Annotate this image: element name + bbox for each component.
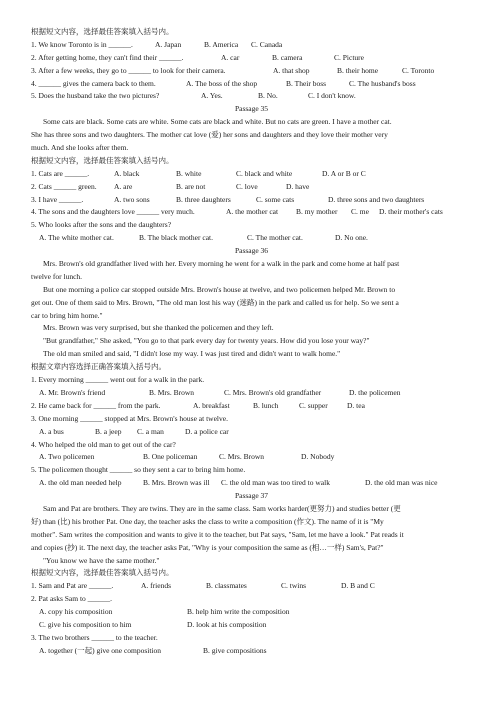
option-a: A. Two policemen <box>39 452 95 462</box>
question-options <box>31 619 472 632</box>
option-b: B. Mrs. Brown was ill <box>143 478 210 488</box>
instruction: 根据短文内容，选择最佳答案填入括号内。 <box>31 155 174 165</box>
option-b: B. are not <box>176 181 206 191</box>
question-options <box>31 387 472 400</box>
option-c: C. Mrs. Brown <box>219 452 265 462</box>
option-c: C. Picture <box>334 52 364 62</box>
option-c: C. the old man was too tired to walk <box>221 478 330 488</box>
option-d: D. A or B or C <box>322 168 366 178</box>
question-stem: 4. Who helped the old man to get out of the car? <box>31 439 176 449</box>
option-b: B. help him write the composition <box>187 607 290 617</box>
option-a: A. Mr. Brown's friend <box>39 387 106 397</box>
passage-text: She has three sons and two daughters. The mother cat love (爱) her sons and daughters and they love their mother very <box>31 130 388 140</box>
passage-text: The old man smiled and said, "I didn't lose my way. I was just tired and didn't want to walk home." <box>43 349 341 359</box>
question-row <box>31 65 472 78</box>
option-c: C. The husband's boss <box>349 78 416 88</box>
question-row <box>31 168 472 181</box>
option-d: D. Nobody <box>301 452 335 462</box>
instruction: 根据文章内容选择正确答案填入括号内。 <box>31 362 166 372</box>
question-stem: 2. After getting home, they can't find their ______. <box>31 52 184 62</box>
option-d: D. a police car <box>185 426 229 436</box>
question-stem: 5. The policemen thought ______ so they sent a car to bring him home. <box>31 465 246 475</box>
passage-text: get out. One of them said to Mrs. Brown, "The old man lost his way (迷路) in the park and called us for help. So we sent a <box>31 297 399 307</box>
question-options <box>31 477 472 490</box>
passage-text: "You know we have the same mother." <box>43 555 160 565</box>
passage-text: car to bring him home." <box>31 310 103 320</box>
option-b: B. three daughters <box>176 194 231 204</box>
question-row <box>31 580 472 593</box>
passage-text: But one morning a police car stopped outside Mrs. Brown's house at twelve, and two policemen helped Mr. Brown to <box>43 284 396 294</box>
option-c: C. love <box>236 181 258 191</box>
option-a: A. The white mother cat. <box>39 233 114 243</box>
question-row <box>31 206 472 219</box>
question-row <box>31 194 472 207</box>
passage-text: much. And she looks after them. <box>31 143 129 153</box>
option-c: C. twins <box>281 581 307 591</box>
question-options <box>31 606 472 619</box>
option-d: D. their mother's cats <box>379 207 443 217</box>
option-b: B. lunch <box>253 400 279 410</box>
passage-text: Sam and Pat are brothers. They are twins. They are in the same class. Sam works harder(更努力) and studies better (更 <box>43 503 401 513</box>
question-stem: 3. One morning ______ stopped at Mrs. Brown's house at twelve. <box>31 413 228 423</box>
option-c: C. me <box>351 207 369 217</box>
option-b: B. Mrs. Brown <box>149 387 195 397</box>
question-row <box>31 52 472 65</box>
question-stem: 2. He came back for ______ from the park. <box>31 400 161 410</box>
passage-text: twelve for lunch. <box>31 271 83 281</box>
option-b: B. my mother <box>296 207 338 217</box>
option-c: C. give his composition to him <box>39 619 132 629</box>
question-stem: 2. Cats ______ green. <box>31 181 97 191</box>
passage-text: Mrs. Brown's old grandfather lived with her. Every morning he went for a walk in the park and come home at half past <box>43 259 400 269</box>
option-b: B. camera <box>272 52 303 62</box>
question-row <box>31 90 472 103</box>
option-c: C. I don't know. <box>308 91 356 101</box>
question-stem: 4. ______ gives the camera back to them. <box>31 78 156 88</box>
option-b: B. One policeman <box>143 452 198 462</box>
passage-text: mother". Sam writes the composition and wants to give it to the teacher, but Pat says, "Sam, let me have a look." Pat reads it <box>31 529 404 539</box>
option-a: A. together (一起) give one composition <box>39 645 162 655</box>
option-d: D. tea <box>347 400 365 410</box>
option-d: D. the old man was nice <box>365 478 438 488</box>
option-a: A. a bus <box>39 426 64 436</box>
question-options <box>31 451 472 464</box>
question-stem: 3. After a few weeks, they go to ______ to look for their camera. <box>31 65 226 75</box>
question-stem: 1. Cats are ______. <box>31 168 90 178</box>
passage-text: "But grandfather," She asked, "You go to that park every day for twenty years. How did you lose your way?" <box>43 336 370 346</box>
option-c: C. some cats <box>256 194 295 204</box>
option-a: A. car <box>221 52 240 62</box>
passage-title: Passage 36 <box>234 246 269 256</box>
option-a: A. two sons <box>114 194 150 204</box>
option-d: D. have <box>286 181 310 191</box>
option-a: A. the mother cat <box>226 207 279 217</box>
question-options <box>31 232 472 245</box>
question-stem: 1. We know Toronto is in ______. <box>31 39 133 49</box>
passage-text: and copies (抄) it. The next day, the teacher asks Pat, "Why is your composition the same as (相…一样) Sam's, Pat?" <box>31 542 384 552</box>
option-b: B. The black mother cat. <box>139 233 214 243</box>
option-a: A. Japan <box>155 39 182 49</box>
option-a: A. that shop <box>273 65 310 75</box>
option-b: B. classmates <box>206 581 247 591</box>
option-a: A. are <box>114 181 133 191</box>
option-c: C. supper <box>299 400 328 410</box>
question-stem: 1. Sam and Pat are ______. <box>31 581 114 591</box>
question-options <box>31 645 472 658</box>
option-c: C. Mrs. Brown's old grandfather <box>224 387 322 397</box>
option-b: B. America <box>204 39 239 49</box>
question-options <box>31 426 472 439</box>
passage-text: Some cats are black. Some cats are white. Some cats are black and white. But no cats are green. I have a mother cat. <box>43 117 392 127</box>
option-b: B. a jeep <box>95 426 122 436</box>
question-stem: 2. Pat asks Sam to ______. <box>31 594 113 604</box>
option-c: C. Canada <box>251 39 283 49</box>
question-stem: 1. Every morning ______ went out for a walk in the park. <box>31 375 205 385</box>
option-c: C. a man <box>137 426 164 436</box>
option-b: B. their home <box>337 65 379 75</box>
option-d: D. No one. <box>335 233 368 243</box>
option-c: C. The mother cat. <box>247 233 303 243</box>
option-a: A. the old man needed help <box>39 478 122 488</box>
passage-text: Mrs. Brown was very surprised, but she thanked the policemen and they left. <box>43 323 274 333</box>
question-stem: 4. The sons and the daughters love ______ very much. <box>31 207 195 217</box>
option-a: A. copy his composition <box>39 607 113 617</box>
instruction: 根据短文内容，选择最佳答案填入括号内。 <box>31 568 174 578</box>
option-c: C. Toronto <box>402 65 435 75</box>
option-a: A. Yes. <box>201 91 223 101</box>
option-d: D. look at his composition <box>187 619 267 629</box>
option-d: D. the policemen <box>349 387 401 397</box>
option-d: D. B and C <box>341 581 375 591</box>
passage-text: 好) than (比) his brother Pat. One day, the teacher asks the class to write a composition (作文). The name of it is "My <box>31 516 384 526</box>
option-d: D. three sons and two daughters <box>328 194 425 204</box>
instruction: 根据短文内容，选择最佳答案填入括号内。 <box>31 27 174 36</box>
question-row <box>31 39 472 52</box>
option-b: B. give compositions <box>203 645 267 655</box>
passage-title: Passage 37 <box>234 491 269 501</box>
question-stem: 3. The two brothers ______ to the teacher. <box>31 632 158 642</box>
question-row <box>31 78 472 91</box>
question-stem: 5. Does the husband take the two pictures? <box>31 91 160 101</box>
question-stem: 5. Who looks after the sons and the daughters? <box>31 220 172 230</box>
option-a: A. breakfast <box>193 400 230 410</box>
question-row <box>31 400 472 413</box>
question-stem: 3. I have ______. <box>31 194 84 204</box>
option-a: A. friends <box>141 581 171 591</box>
option-b: B. white <box>176 168 202 178</box>
option-b: B. Their boss <box>286 78 327 88</box>
option-a: A. black <box>114 168 140 178</box>
option-b: B. No. <box>258 91 278 101</box>
option-c: C. black and white <box>236 168 293 178</box>
option-a: A. The boss of the shop <box>186 78 258 88</box>
passage-title: Passage 35 <box>234 104 269 114</box>
question-row <box>31 181 472 194</box>
